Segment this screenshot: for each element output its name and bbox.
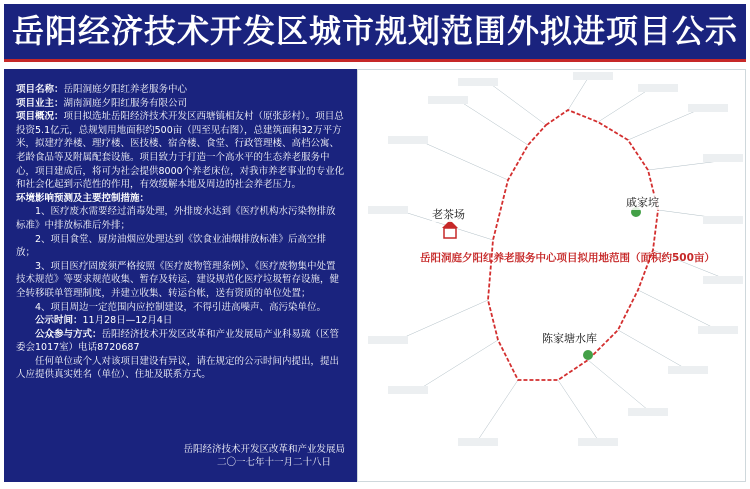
coord-box (668, 366, 708, 374)
env-item-4: 4、项目周边一定范围内应控制建设，不得引进高噪声、高污染单位。 (35, 301, 327, 313)
map-label-chengjiawan: 戚家垸 (626, 196, 659, 209)
env-heading: 环境影响预测及主要控制措施： (16, 192, 150, 204)
coord-box (638, 84, 678, 92)
reservoir-marker (583, 350, 593, 360)
page-title: 岳阳经济技术开发区城市规划范围外拟进项目公示 (11, 12, 738, 50)
project-owner-line (16, 97, 345, 111)
env-item-3: 3、项目医疗固废须严格按照《医疗废物管理条例》、《医疗废物集中处置技术规范》等要求规范收集、暂存及转运，建设规范化医疗垃圾暂存设施，健全转移联单管理制度，并建立收集、转运台帐，送有资质的单位处置； (16, 260, 340, 299)
coord-box (688, 104, 728, 112)
coord-box (628, 408, 668, 416)
env-item-1: 1、医疗废水需要经过消毒处理，外排废水达到《医疗机构水污染物排放标准》中排放标准后外排； (16, 206, 336, 231)
project-owner-value: 湖南洞庭夕阳红服务有限公司 (63, 97, 188, 109)
coord-box (578, 438, 618, 446)
site-map (357, 69, 746, 482)
project-info-panel (4, 69, 357, 482)
title-banner (4, 4, 746, 62)
coord-box (458, 78, 498, 86)
site-map-graphic (358, 70, 746, 482)
map-label-laochachang: 老茶场 (432, 208, 465, 221)
publicity-period-value: 11月28日—12月4日 (82, 315, 173, 327)
project-name-line (16, 83, 345, 97)
publicity-period-line (16, 314, 345, 328)
project-owner-label: 项目业主： (16, 97, 64, 109)
map-label-chenjiatang: 陈家塘水库 (542, 332, 597, 345)
coord-box (388, 136, 428, 144)
coord-box (458, 438, 498, 446)
publicity-contact-value: 岳阳经济技术开发区改革和产业发展局产业科易琉（区管委会1017室）电话8720687 (16, 328, 340, 354)
coord-box (703, 276, 743, 284)
publicity-period-label: 公示时间： (35, 315, 83, 327)
coord-box (573, 72, 613, 80)
coord-box (368, 206, 408, 214)
signature-date: 二〇一七年十一月二十八日 (216, 457, 331, 469)
project-overview-value: 项目拟选址岳阳经济技术开发区西塘镇相友村（原张彭村）。项目总投资5.1亿元，总规划用地面积约500亩（四至见右图），总建筑面积32万平方米，拟建疗养楼、理疗楼、医技楼、宿舍楼、食堂、行政管理楼、高档公寓、老龄食品等及附属配套设施。项目致力于打造一个高水平的生态养老服务中心，项目建成后，将可为社会提供8000个养老床位，对我市养老事业的专业化和社会化起到示范性的作用，有效缓解本地及周边的社会养老压力。 (16, 111, 345, 191)
coord-box (428, 96, 468, 104)
signature-org: 岳阳经济技术开发区改革和产业发展局 (183, 444, 345, 455)
project-name-value: 岳阳洞庭夕阳红养老服务中心 (63, 84, 188, 95)
publicity-note: 任何单位或个人对该项目建设有异议，请在规定的公示时间内提出，提出人应提供真实姓名（单位）、住址及联系方式。 (16, 355, 340, 381)
coord-box (703, 154, 743, 162)
publicity-contact-label: 公众参与方式： (35, 328, 102, 340)
project-overview-label: 项目概况： (16, 111, 64, 123)
project-name-label: 项目名称： (16, 84, 64, 95)
coord-box (368, 336, 408, 344)
env-item-2: 2、项目食堂、厨房油烟应处理达到《饮食业油烟排放标准》后高空排放； (16, 233, 327, 259)
building-icon (442, 220, 458, 238)
publicity-contact-line (16, 328, 345, 355)
map-caption: 岳阳洞庭夕阳红养老服务中心项目拟用地范围（面积约500亩） (420, 252, 715, 264)
coord-box (703, 216, 743, 224)
project-overview-line (16, 110, 345, 192)
coord-box (388, 386, 428, 394)
coord-box (698, 326, 738, 334)
